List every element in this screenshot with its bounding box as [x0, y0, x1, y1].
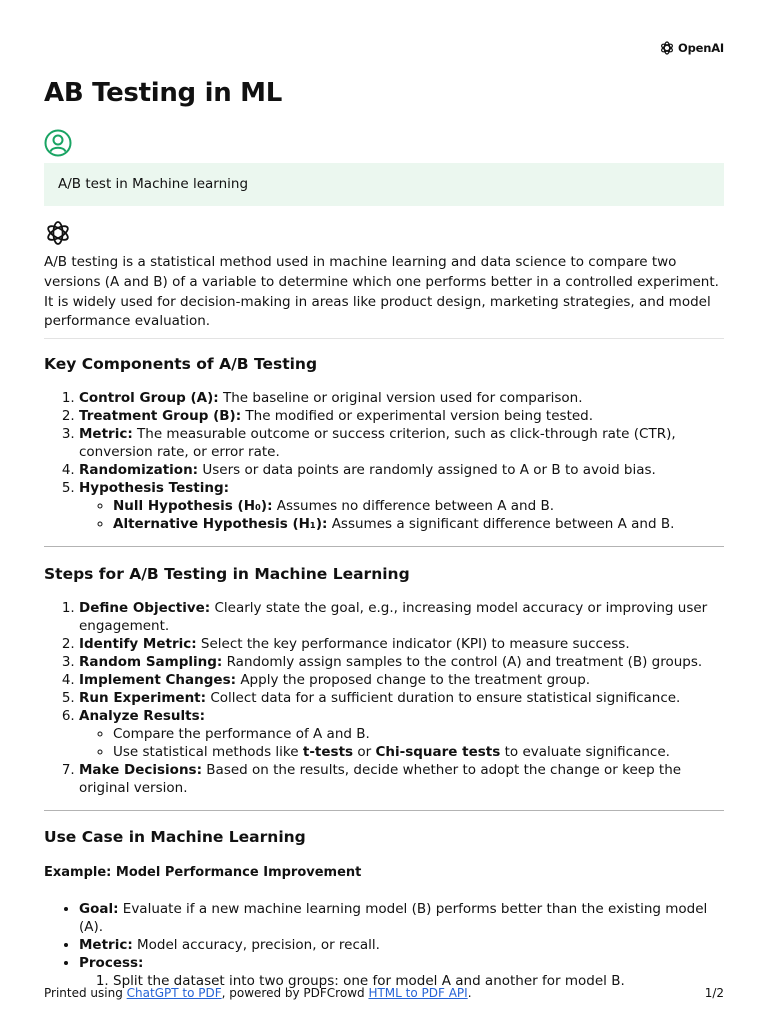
use-case-heading: Use Case in Machine Learning — [44, 828, 306, 846]
page-number: 1/2 — [704, 986, 724, 1000]
brand-name: OpenAI — [678, 41, 724, 55]
list-item: 6. Analyze Results: ◦ Compare the performance of A and B. ◦ Use statistical methods like t-tests or Chi-square tests to evaluate significance. — [79, 707, 724, 761]
list-item: 1. Control Group (A): The baseline or original version used for comparison. — [79, 389, 724, 407]
divider — [44, 338, 724, 339]
list-item: 2. Treatment Group (B): The modified or experimental version being tested. — [79, 407, 724, 425]
list-item: 1. Split the dataset into two groups: one for model A and another for model B. — [113, 972, 724, 990]
openai-knot-icon — [659, 40, 675, 56]
steps-heading: Steps for A/B Testing in Machine Learning — [44, 565, 410, 583]
list-item: 5. Run Experiment: Collect data for a sufficient duration to ensure statistical significance. — [79, 689, 724, 707]
use-case-list — [44, 900, 724, 990]
list-item: ◦ Null Hypothesis (H₀): Assumes no difference between A and B. — [113, 497, 724, 515]
intro-paragraph: A/B testing is a statistical method used in machine learning and data science to compare two versions (A and B) of a variable to determine which one performs better in a controlled experiment. It is widely used for decision-making in areas like product design, marketing strategies, and model performance evaluation. — [44, 254, 719, 330]
analyze-sublist — [79, 725, 724, 761]
list-item: ◦ Use statistical methods like t-tests or Chi-square tests to evaluate significance. — [113, 743, 724, 761]
list-item: 5. Hypothesis Testing: ◦ Null Hypothesis (H₀): Assumes no difference between A and B. ◦ Alternative Hypothesis (H₁): Assumes a significant difference between A and B. — [79, 479, 724, 533]
list-item: 2. Identify Metric: Select the key performance indicator (KPI) to measure success. — [79, 635, 724, 653]
list-item: • Goal: Evaluate if a new machine learning model (B) performs better than the existing model (A). — [79, 900, 724, 936]
list-item: 4. Randomization: Users or data points are randomly assigned to A or B to avoid bias. — [79, 461, 724, 479]
section-divider — [44, 546, 724, 547]
list-item: 3. Random Sampling: Randomly assign samples to the control (A) and treatment (B) groups. — [79, 653, 724, 671]
openai-logo — [659, 40, 724, 56]
section-divider — [44, 810, 724, 811]
list-item: 7. Make Decisions: Based on the results, decide whether to adopt the change or keep the original version. — [79, 761, 724, 797]
page-title: AB Testing in ML — [44, 78, 283, 108]
list-item: ◦ Alternative Hypothesis (H₁): Assumes a significant difference between A and B. — [113, 515, 724, 533]
chatgpt-to-pdf-link[interactable]: ChatGPT to PDF — [126, 986, 222, 1000]
page-footer: Printed using ChatGPT to PDF, powered by PDFCrowd HTML to PDF API. 1/2 — [44, 986, 724, 1000]
list-item: • Metric: Model accuracy, precision, or recall. — [79, 936, 724, 954]
steps-list — [44, 599, 724, 797]
key-components-heading: Key Components of A/B Testing — [44, 355, 318, 373]
user-avatar-icon — [44, 129, 72, 157]
chatgpt-avatar-icon — [44, 219, 72, 247]
key-components-list — [44, 389, 724, 533]
list-item: 3. Metric: The measurable outcome or success criterion, such as click-through rate (CTR), conversion rate, or error rate. — [79, 425, 724, 461]
list-item: ◦ Compare the performance of A and B. — [113, 725, 724, 743]
list-item: 4. Implement Changes: Apply the proposed change to the treatment group. — [79, 671, 724, 689]
user-prompt: A/B test in Machine learning — [44, 163, 724, 206]
list-item: • Process: 1. Split the dataset into two groups: one for model A and another for model B. — [79, 954, 724, 990]
list-item: 1. Define Objective: Clearly state the goal, e.g., increasing model accuracy or improving user engagement. — [79, 599, 724, 635]
example-heading: Example: Model Performance Improvement — [44, 865, 362, 880]
hypothesis-sublist — [79, 497, 724, 533]
html-to-pdf-api-link[interactable]: HTML to PDF API — [368, 986, 468, 1000]
